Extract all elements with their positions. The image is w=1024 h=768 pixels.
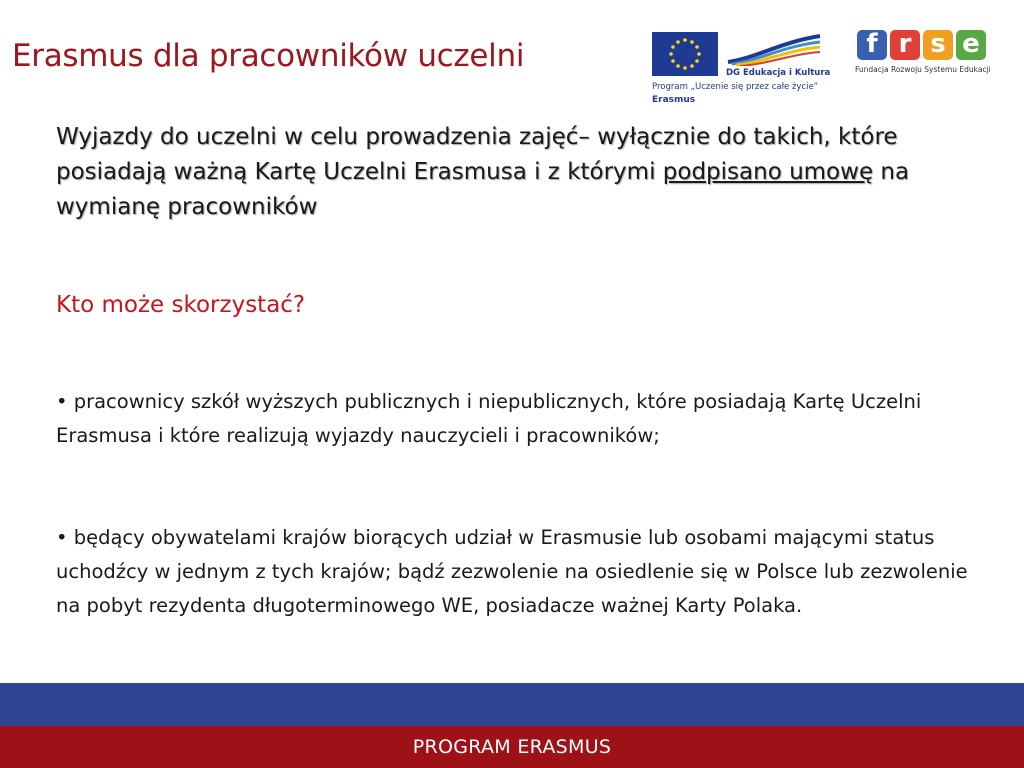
page-title: Erasmus dla pracowników uczelni [12, 38, 525, 74]
footer-label: PROGRAM ERASMUS [412, 736, 612, 758]
frse-letter-f: f [857, 30, 887, 60]
section-heading: Kto może skorzystać? [56, 292, 306, 318]
frse-letter-r: r [890, 30, 920, 60]
eu-flag-icon [652, 32, 718, 76]
program-label: Program „Uczenie się przez całe życie” [652, 82, 819, 92]
bullet-item-2: • będący obywatelami krajów biorących udział w Erasmusie lub osobami mającymi status uchodźcy w jednym z tych krajów; bądź zezwolenie na osiedlenie się w Polsce lub zezwolenie na pobyt rezydenta długoterminowego WE, posiadacze ważnej Karty Polaka. [56, 526, 968, 617]
frse-letter-e: e [956, 30, 986, 60]
dg-label: DG Edukacja i Kultura [726, 68, 831, 78]
bullet-item-1: • pracownicy szkół wyższych publicznych i niepublicznych, które posiadają Kartę Uczelni Erasmusa i które realizują wyjazdy nauczycieli i pracowników; [56, 390, 922, 447]
frse-logo [855, 30, 1000, 85]
footer-red-band [0, 726, 1024, 768]
lead-text-end: na wymianę pracowników [56, 159, 910, 220]
frse-letters [857, 30, 1000, 60]
footer-blue-band [0, 683, 1024, 726]
lead-text-start: Wyjazdy do uczelni w celu prowadzenia zajęć– wyłącznie do takich, które posiadają ważną Kartę Uczelni Erasmusa i z którymi [56, 124, 898, 185]
eu-program-logo [652, 32, 831, 110]
frse-letter-s: s [923, 30, 953, 60]
lifelong-learning-swoosh-icon [726, 32, 822, 66]
lead-underlined-text: podpisano umowę [662, 159, 874, 185]
frse-caption: Fundacja Rozwoju Systemu Edukacji [855, 65, 991, 74]
erasmus-label: Erasmus [652, 95, 696, 105]
lead-paragraph [56, 120, 996, 225]
